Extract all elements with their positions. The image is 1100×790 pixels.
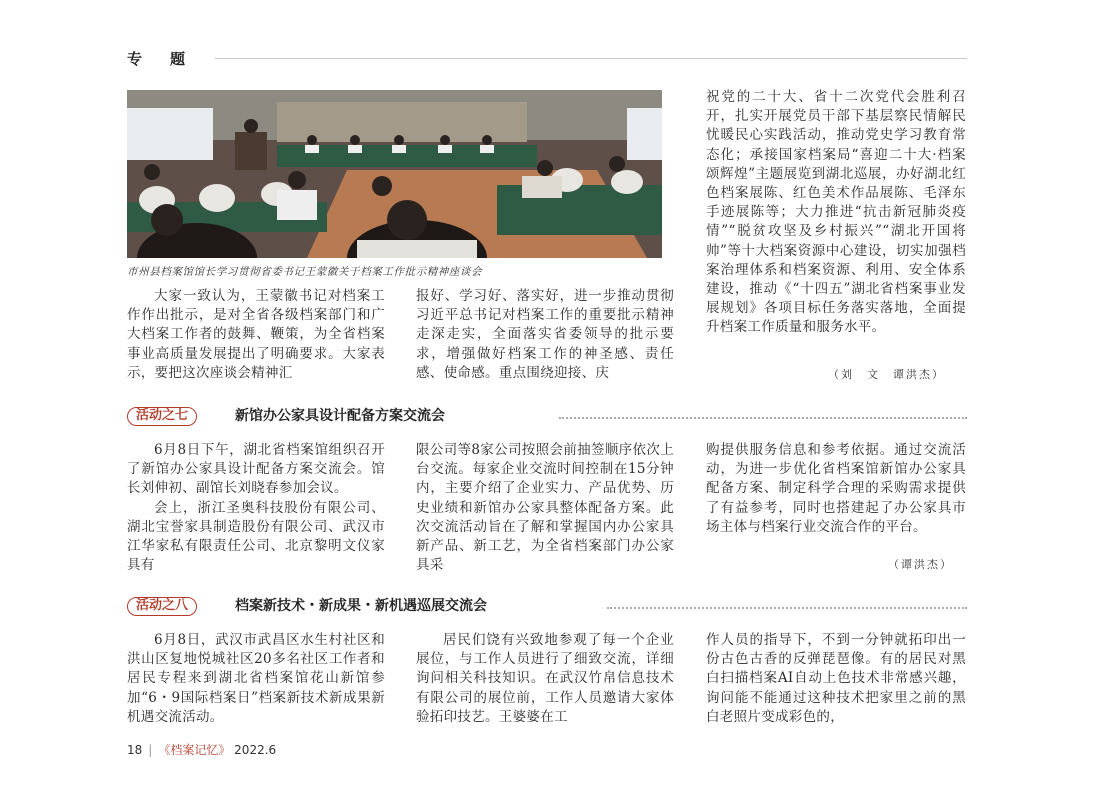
page-footer	[127, 741, 276, 758]
meeting-photo	[127, 90, 662, 258]
author-credit: （谭洪杰）	[888, 558, 953, 571]
section-7-header	[127, 407, 967, 429]
s8-col-3	[706, 631, 966, 727]
s8-col-1	[127, 631, 385, 727]
issue-number: 2022.6	[234, 743, 277, 757]
section-title: 专题	[127, 50, 214, 68]
dotted-rule	[607, 607, 967, 609]
paragraph: 大家一致认为，王蒙徽书记对档案工作作出批示，是对全省各级档案部门和广大档案工作者的鼓舞、鞭策，为全省档案事业高质量发展提出了明确要求。大家表示，要把这次座谈会精神汇	[127, 288, 385, 381]
section-8-tag: 活动之八	[127, 597, 197, 616]
paragraph: 报好、学习好、落实好，进一步推动贯彻习近平总书记对档案工作的重要批示精神走深走实，全面落实省委领导的批示要求，增强做好档案工作的神圣感、责任感、使命感。重点围绕迎接、庆	[416, 288, 674, 381]
paragraph: 6月8日，武汉市武昌区水生村社区和洪山区复地悦城社区20多名社区工作者和居民专程来到湖北省档案馆花山新馆参加“6・9国际档案日”档案新技术新成果新机遇交流活动。	[127, 632, 385, 725]
page-number: 18	[127, 743, 143, 757]
s7-col-1	[127, 441, 385, 575]
top-col-1	[127, 287, 385, 383]
section-7-title: 新馆办公家具设计配备方案交流会	[235, 408, 445, 424]
footer-separator: |	[148, 743, 153, 757]
paragraph: 祝党的二十大、省十二次党代会胜利召开，扎实开展党员干部下基层察民情解民忧暖民心实践活动，推动党史学习教育常态化；承接国家档案局“喜迎二十大·档案颂辉煌”主题展览到湖北巡展，办好湖北红色档案展陈、红色美术作品展陈、毛泽东手迹展陈等；大力推进“抗击新冠肺炎疫情”“脱贫攻坚及乡村振兴”“湖北开国将帅”等十大档案资源中心建设，切实加强档案治理体系和档案资源、利用、安全体系建设，推动《“十四五”湖北省档案事业发展规划》各项目标任务落实落地，全面提升档案工作质量和服务水平。	[706, 89, 966, 336]
section-8-header	[127, 597, 967, 619]
section-7-tag: 活动之七	[127, 407, 197, 426]
paragraph: 会上，浙江圣奥科技股份有限公司、湖北宝誉家具制造股份有限公司、武汉市江华家私有限责任公司、北京黎明文仪家具有	[127, 499, 385, 574]
page-header	[127, 48, 967, 68]
top-col-2	[416, 287, 674, 383]
photo-caption: 市州县档案馆馆长学习贯彻省委书记王蒙徽关于档案工作批示精神座谈会	[127, 266, 483, 278]
s7-col-2	[416, 441, 674, 575]
paragraph: 限公司等8家公司按照会前抽签顺序依次上台交流。每家企业交流时间控制在15分钟内，主要介绍了企业实力、产品优势、历史业绩和新馆办公家具整体配备方案。此次交流活动旨在了解和掌握国内办公家具新产品、新工艺，为全省档案部门办公家具采	[416, 442, 674, 574]
paragraph: 购提供服务信息和参考依据。通过交流活动，为进一步优化省档案馆新馆办公家具配备方案、制定科学合理的采购需求提供了有益参考，同时也搭建起了办公家具市场主体与档案行业交流合作的平台。	[706, 442, 966, 535]
journal-name: 《档案记忆》	[158, 743, 231, 757]
header-rule	[215, 58, 967, 59]
dotted-rule	[559, 417, 967, 419]
paragraph: 作人员的指导下，不到一分钟就拓印出一份古色古香的反弹琵琶像。有的居民对黑白扫描档案AI自动上色技术非常感兴趣，询问能不能通过这种技术把家里之前的黑白老照片变成彩色的，	[706, 632, 966, 725]
s7-col-3	[706, 441, 966, 537]
paragraph: 6月8日下午，湖北省档案馆组织召开了新馆办公家具设计配备方案交流会。馆长刘伸初、副馆长刘晓春参加会议。	[127, 442, 385, 497]
s8-col-2	[416, 631, 674, 727]
section-8-title: 档案新技术・新成果・新机遇巡展交流会	[235, 598, 487, 614]
top-col-3	[706, 88, 966, 338]
author-credit: （刘 文 谭洪杰）	[828, 368, 945, 381]
paragraph: 居民们饶有兴致地参观了每一个企业展位，与工作人员进行了细致交流，详细询问相关科技知识。在武汉竹帛信息技术有限公司的展位前，工作人员邀请大家体验拓印技艺。王婆婆在工	[416, 632, 674, 725]
